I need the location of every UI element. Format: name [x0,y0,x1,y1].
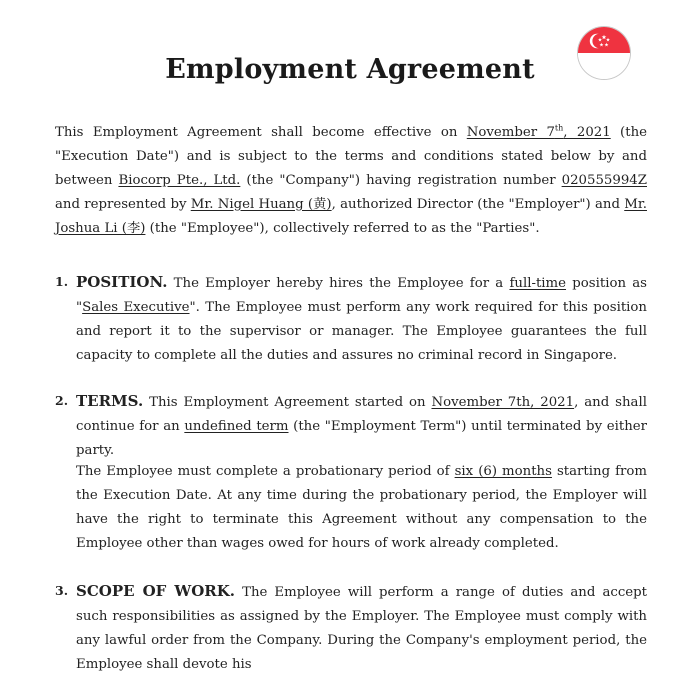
probation-paragraph: The Employee must complete a probationary period of six (6) months starting from the Execution Date. At any time during the probationary period, the Employer will have the right to terminate this Agreement without any compensation to the Employee other than wages owed for hours of work already completed. [76,464,647,551]
employee-name: Mr. Joshua Li (李) [55,197,647,236]
section-position: POSITION. The Employer hereby hires the Employee for a full-time position as "Sales Executive". The Employee must perform any work required for this position and report it to the supervisor or manager. The Employee guarantees the full capacity to complete all the duties and assures no criminal record in Singapore. [76,273,647,363]
section-terms: TERMS. This Employment Agreement started on November 7th, 2021, and shall continue for an undefined term (the "Employment Term") until terminated by either party. [76,392,647,458]
registration-number: 020555994Z [561,173,647,188]
section-heading: TERMS. [76,392,144,410]
section-scope-of-work: SCOPE OF WORK. The Employee will perform a range of duties and accept such responsibilities as assigned by the Employer. The Employee must comply with any lawful order from the Company. During the Company's employment period, the Employee shall devote his [76,582,647,672]
section-heading: POSITION. [76,273,168,291]
intro-paragraph: This Employment Agreement shall become effective on November 7th, 2021 (the "Execution Date") and is subject to the terms and conditions stated below by and between Biocorp Pte., Ltd. (the "Company") having registration number 020555994Z and represented by Mr. Nigel Huang (黄), authorized Director (the "Employer") and Mr. Joshua Li (李) (the "Employee"), collectively referred to as the "Parties". [55,123,648,236]
section-number: 3. [55,583,69,598]
representative-name: Mr. Nigel Huang (黄) [190,197,332,212]
section-heading: SCOPE OF WORK. [76,582,236,600]
company-name: Biocorp Pte., Ltd. [118,173,241,188]
section-number: 1. [55,274,69,289]
section-number: 2. [55,393,69,408]
execution-date: November 7th, 2021 [466,123,611,140]
document-title: Employment Agreement [165,54,535,85]
